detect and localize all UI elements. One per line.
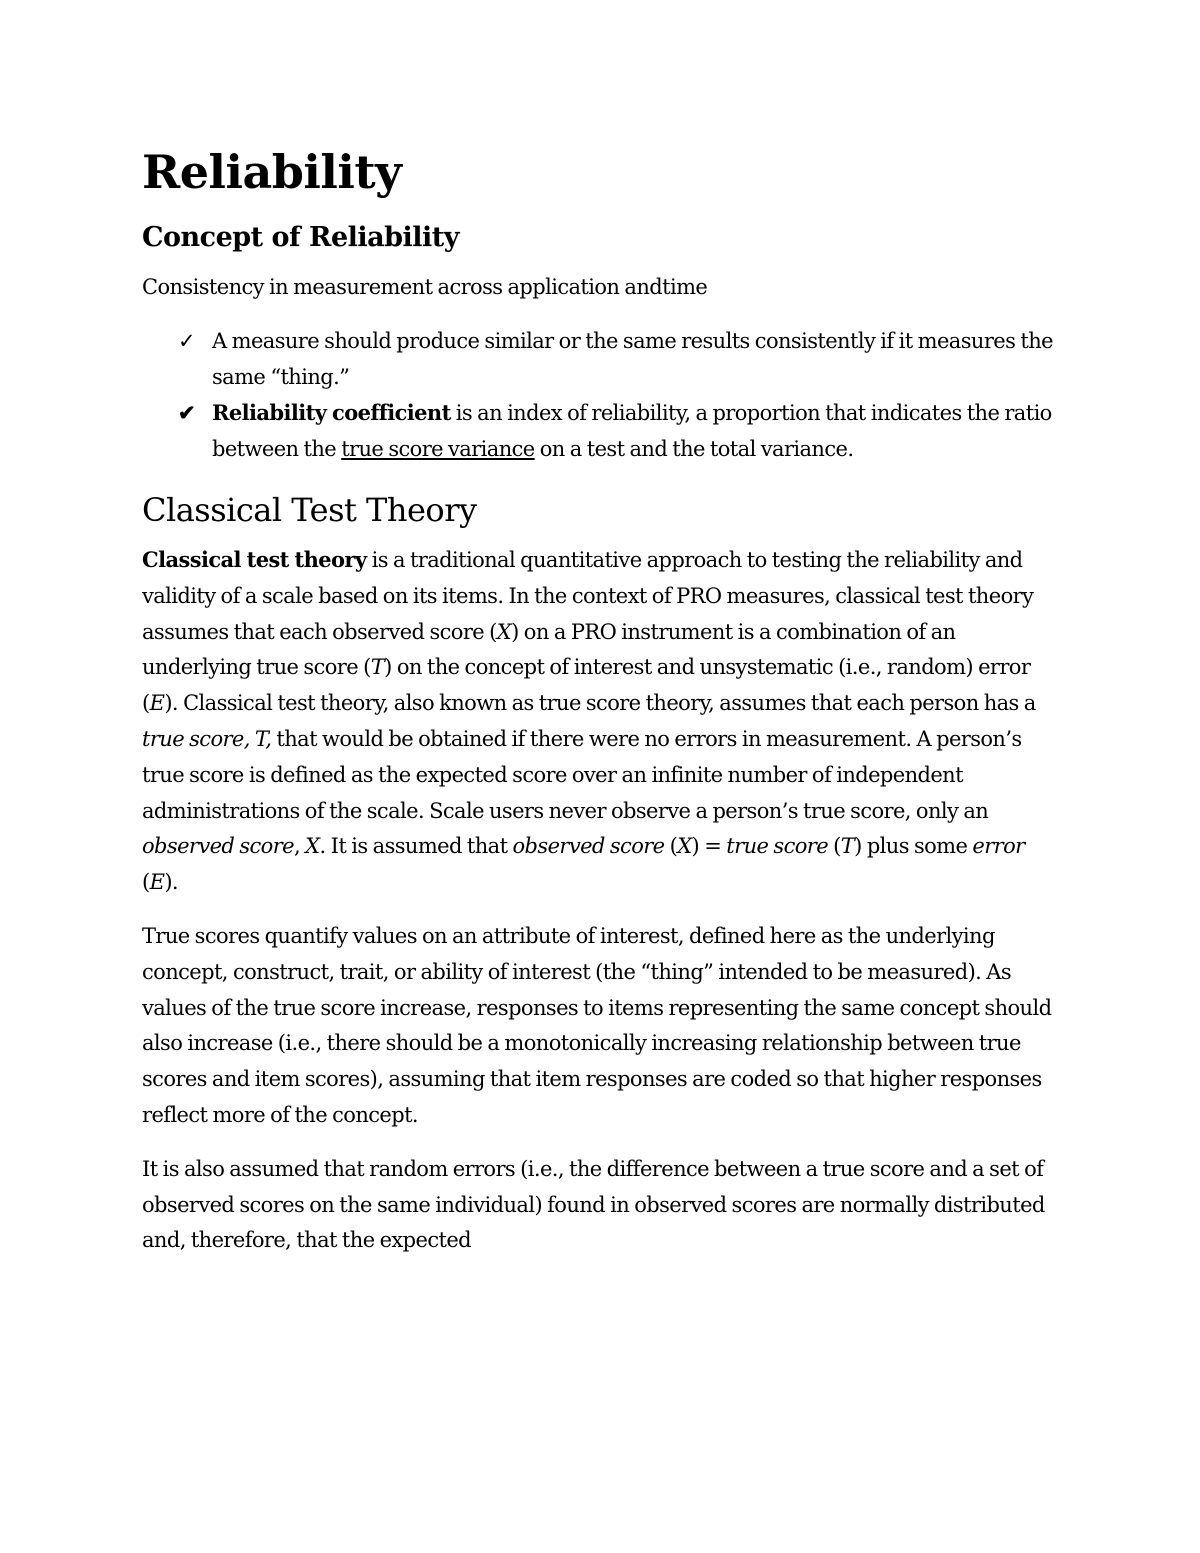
variable-e: E (149, 870, 165, 895)
text-run: ( (828, 834, 841, 859)
italic-true-score: true score, T, (142, 726, 272, 751)
ctt-paragraph-3: It is also assumed that random errors (i.e., the difference between a true score and a set of observed scores on the same individual) found in observed scores are normally distributed and, therefore, that the expected (142, 1156, 1045, 1253)
italic-true-score: true score (726, 834, 829, 859)
text-run: ). Classical test theory, also known as true score theory, assumes that each person has a (164, 691, 1036, 716)
concept-bullet-list (142, 324, 1062, 468)
bullet-text: is an index of reliability, a proportion that indicates the ratio between the (212, 401, 1052, 462)
ctt-paragraph-2: True scores quantify values on an attribute of interest, defined here as the underlying concept, construct, trait, or ability of interest (the “thing” intended to be measured). As values of the true score increase, responses to items representing the same concept should also increase (i.e., there should be a monotonically increasing relationship between true scores and item scores), assuming that item responses are coded so that higher responses reflect more of the concept. (142, 923, 1052, 1127)
ctt-heading: Classical Test Theory (142, 490, 477, 529)
text-run: , (294, 834, 306, 859)
italic-observed-score: observed score (512, 834, 665, 859)
bullet-underlined-term: true score variance (341, 437, 535, 462)
variable-e: E (149, 691, 165, 716)
bullet-term: Reliability coefficient (212, 400, 451, 426)
variable-x: X (677, 834, 692, 859)
text-run: ( (142, 870, 150, 895)
variable-t: T (840, 834, 855, 859)
italic-error: error (972, 834, 1025, 859)
variable-t: T (370, 655, 385, 680)
check-icon: ✔ (178, 400, 195, 426)
text-run: is a traditional quantitative approach to testing the reliability and validity of a scale based on its items. In the context of PRO measures, classical test theory assumes that each observed score ( (142, 547, 1034, 644)
text-run: ) on the concept of interest and unsystematic (i.e., random) error ( (142, 655, 1031, 716)
variable-x: X (496, 619, 512, 644)
text-run: that would be obtained if there were no errors in measurement. A person’s true score is defined as the expected score over an infinite number of independent administrations of the scale. Scale users never observe a person’s true score, only an (142, 726, 1022, 823)
bullet-item-reliability-coefficient (142, 395, 1062, 468)
text-run: ). (164, 870, 178, 895)
concept-definition: Consistency in measurement across application andtime (142, 275, 708, 299)
page-title: Reliability (142, 145, 402, 199)
bullet-text: A measure should produce similar or the same results consistently if it measures the same “thing.” (212, 328, 1053, 389)
document-body (142, 140, 1062, 1277)
text-run: . It is assumed that (319, 834, 513, 859)
text-run: ) plus some (854, 834, 973, 859)
bullet-text: on a test and the total variance. (534, 437, 854, 462)
text-run: ) = (691, 834, 727, 859)
check-icon: ✓ (178, 328, 195, 353)
ctt-paragraph-1 (142, 542, 1062, 901)
ctt-term: Classical test theory (142, 546, 367, 572)
variable-x: X (305, 834, 320, 859)
concept-heading: Concept of Reliability (142, 222, 459, 253)
italic-observed-score: observed score (142, 834, 294, 859)
text-run: ) on a PRO instrument is a combination of an underlying true score ( (142, 619, 956, 680)
bullet-item-consistency (142, 324, 1062, 396)
text-run: ( (664, 834, 678, 859)
